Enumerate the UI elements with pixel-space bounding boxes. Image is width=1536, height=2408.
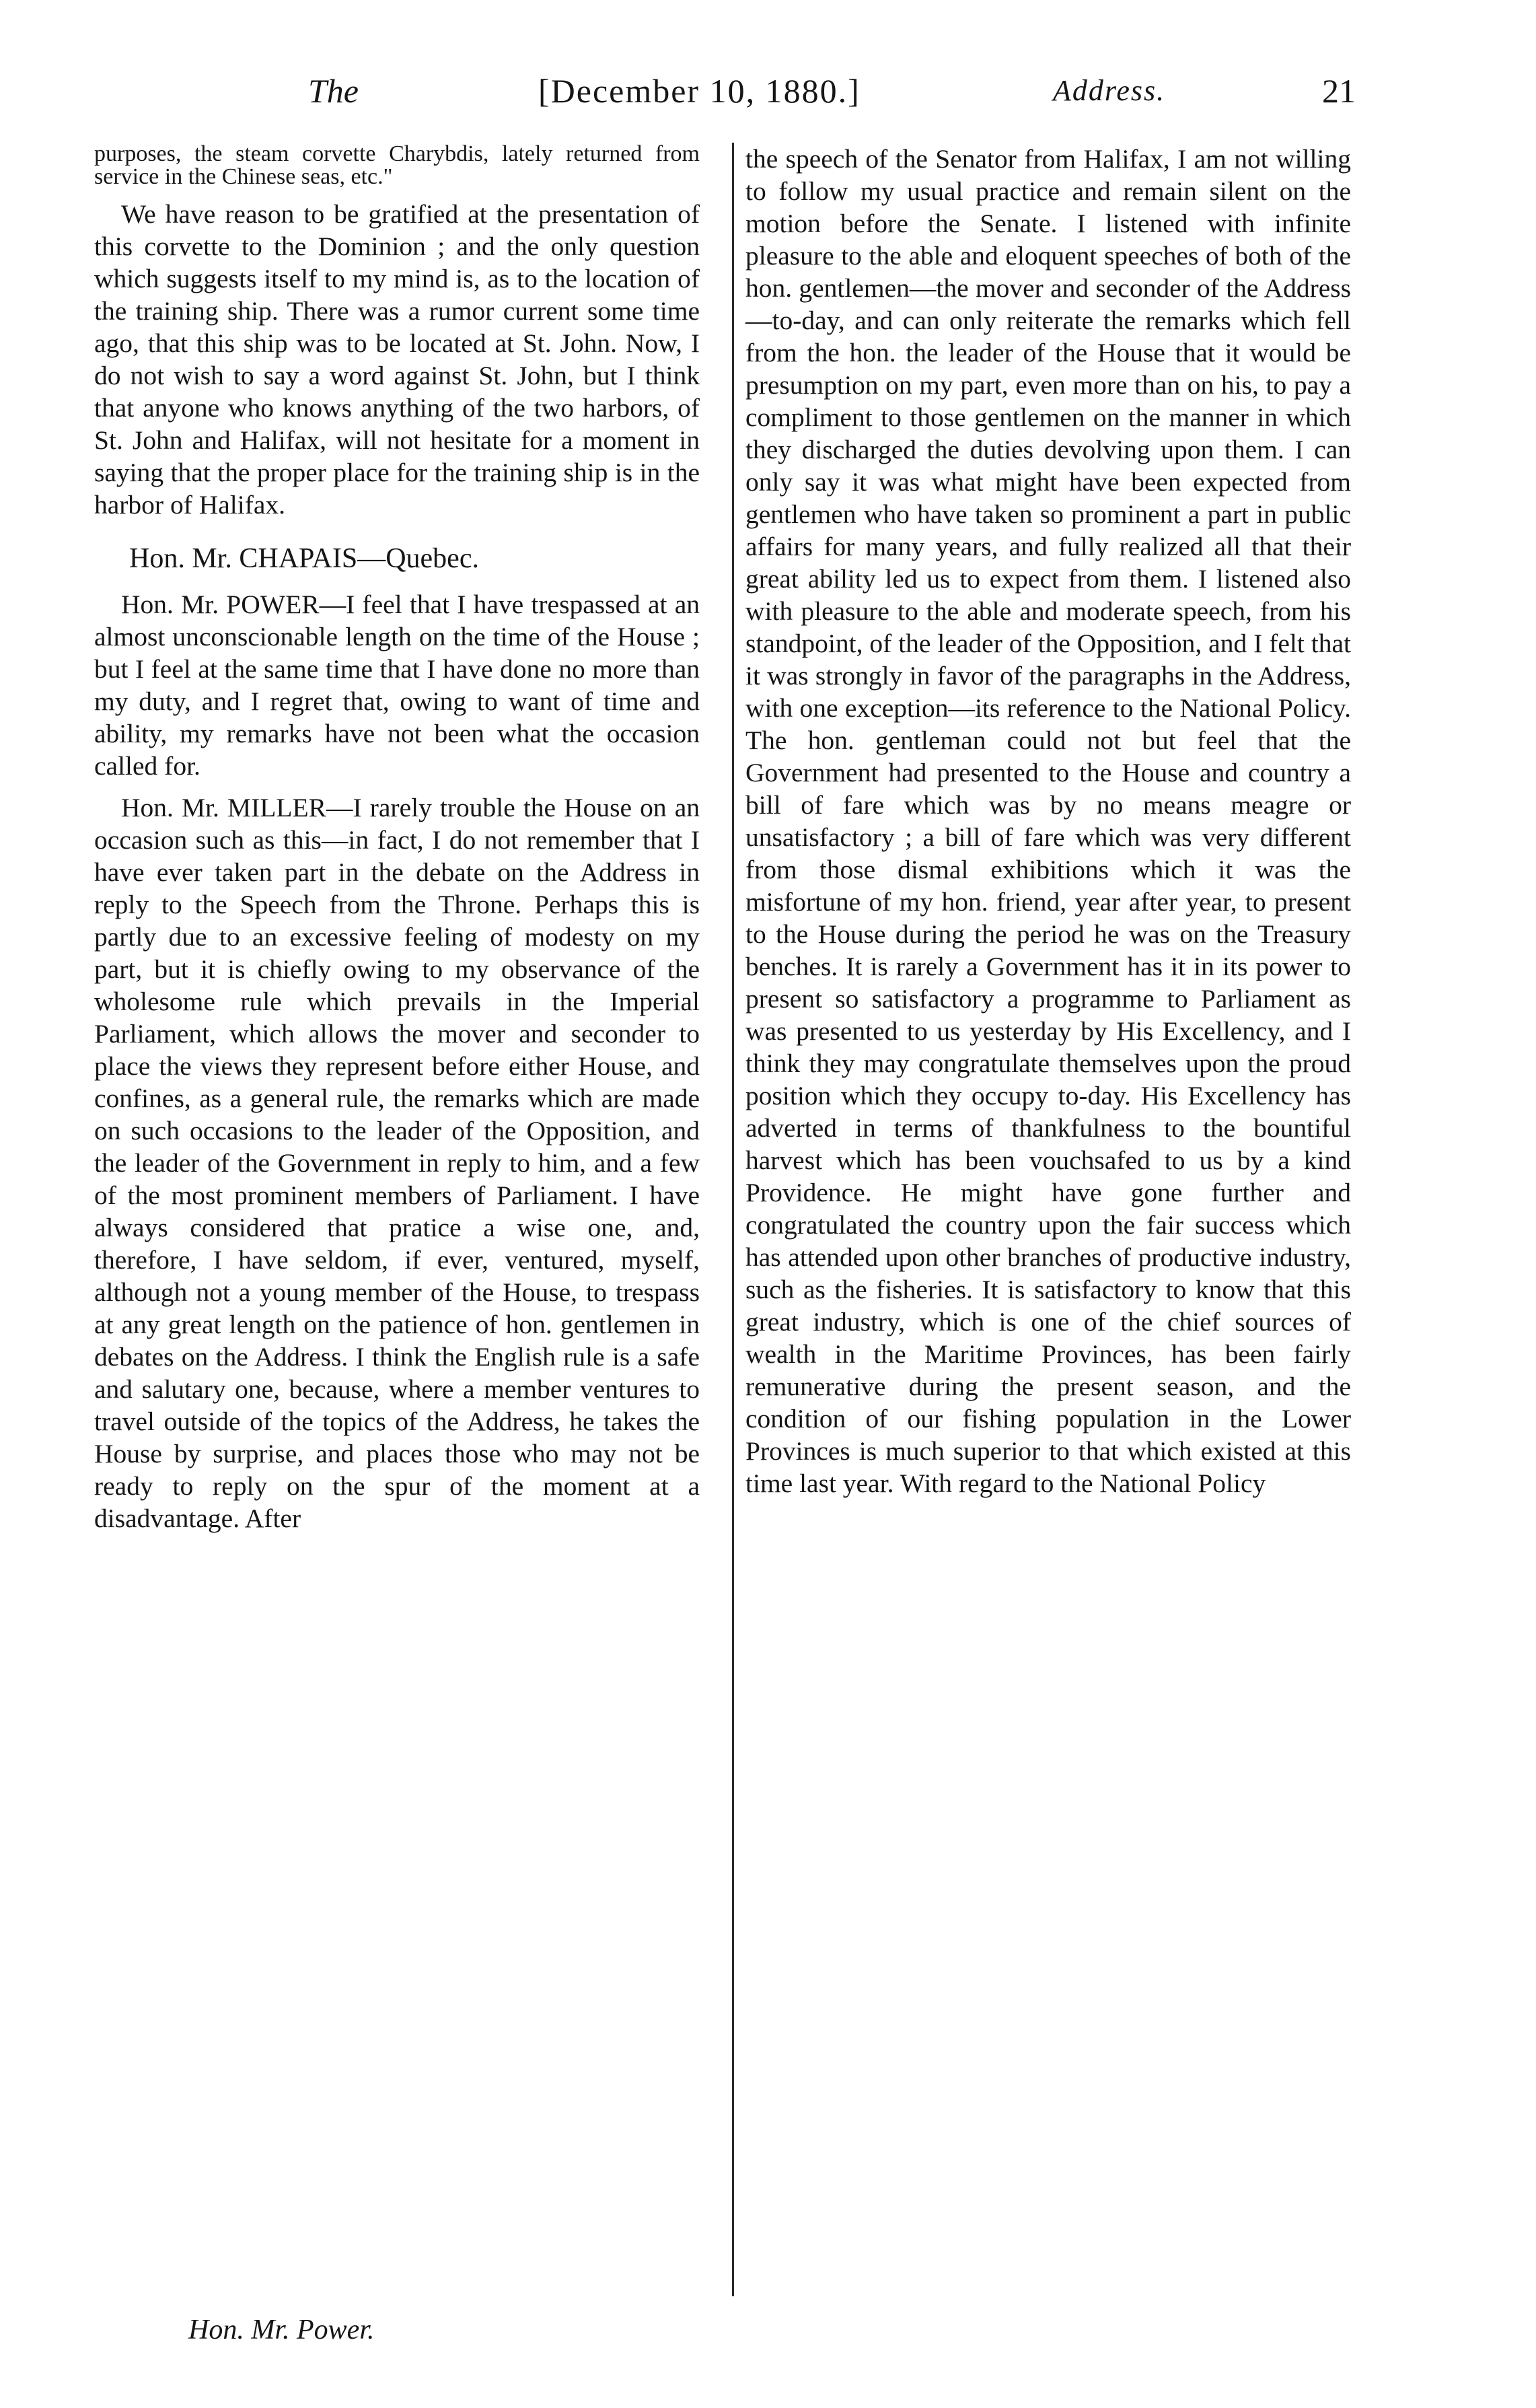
paragraph-right-column: the speech of the Senator from Halifax, I am not willing to follow my usual practice and remain silent on the motion before the Senate. I listened with infinite pleasure to the able and eloquent speeches of both of the hon. gentlemen—the mover and seconder of the Address—to-day, and can only reiterate the remarks which fell from the hon. the leader of the House that it would be presumption on my part, even more than on his, to pay a compliment to those gentlemen on the manner in which they discharged the duties devolving upon them. I can only say it was what might have been expected from gentlemen who have taken so prominent a part in public affairs for many years, and fully realized all that their great ability led us to expect from them. I listened also with pleasure to the able and moderate speech, from his standpoint, of the leader of the Opposition, and I felt that it was strongly in favor of the paragraphs in the Address, with one exception—its reference to the National Policy. The hon. gentleman could not but feel that the Government had presented to the House and country a bill of fare which was by no means meagre or unsatisfactory ; a bill of fare which was very different from those dismal exhibitions which it was the misfortune of my hon. friend, year after year, to present to the House during the period he was on the Treasury benches. It is rarely a Government has it in its power to present so satisfactory a programme to Parliament as was presented to us yesterday by His Excellency, and I think they may congratulate themselves upon the proud position which they occupy to-day. His Excellency has adverted in terms of thankfulness to the bountiful harvest which has been vouchsafed to us by a kind Providence. He might have gone further and congratulated the country upon the fair success which has attended upon other branches of productive industry, such as the fisheries. It is satisfactory to know that this great industry, which is one of the chief sources of wealth in the Maritime Provinces, has been fairly remunerative during the present season, and the condition of our fishing population in the Lower Provinces is much superior to that which existed at this time last year. With regard to the National Policy <box>745 144 1351 1498</box>
speaker-name-miller: Hon. Mr. MILLER <box>121 793 327 822</box>
paragraph-miller <box>94 791 700 1534</box>
column-divider <box>732 143 734 2296</box>
speech-text-power: —I feel that I have trespassed at an almost unconscionable length on the time of the House ; but I feel at the same time that I have done no more than my duty, and I regret that, owing to want of time and ability, my remarks have not been what the occasion called for. <box>94 590 700 781</box>
right-column <box>745 143 1351 1509</box>
footer-caption: Hon. Mr. Power. <box>188 2314 375 2345</box>
quoted-paragraph: purposes, the steam corvette Charybdis, lately returned from service in the Chinese seas, etc." <box>94 141 700 189</box>
speaker-name-power: Hon. Mr. POWER <box>121 590 320 619</box>
left-column <box>94 143 700 1544</box>
running-head-right: Address. <box>1053 74 1166 107</box>
paragraph-training-ship: We have reason to be gratified at the presentation of this corvette to the Dominion ; and the only question which suggests itself to my mind is, as to the location of the training ship. There was a rumor current some time ago, that this ship was to be located at St. John. Now, I do not wish to say a word against St. John, but I think that anyone who knows anything of the two harbors, of St. John and Halifax, will not hesitate for a moment in saying that the proper place for the training ship is in the harbor of Halifax. <box>94 199 700 520</box>
page-number: 21 <box>1322 72 1356 110</box>
speaker-heading-chapais: Hon. Mr. CHAPAIS—Quebec. <box>129 543 479 574</box>
speech-text-miller: —I rarely trouble the House on an occasion such as this—in fact, I do not remember that I have ever taken part in the debate on the Address in reply to the Speech from the Throne. Perhaps this is partly due to an excessive feeling of modesty on my part, but it is chiefly owing to my observance of the wholesome rule which prevails in the Imperial Parliament, which allows the mover and seconder to place the views they represent before either House, and confines, as a general rule, the remarks which are made on such occasions to the leader of the Opposition, and the leader of the Government in reply to him, and a few of the most prominent members of Parliament. I have always considered that pratice a wise one, and, therefore, I have seldom, if ever, ventured, myself, although not a young member of the House, to trespass at any great length on the patience of hon. gentlemen in debates on the Address. I think the English rule is a safe and salutary one, because, where a member ventures to travel outside of the topics of the Address, he takes the House by surprise, and places those who may not be ready to reply on the spur of the moment at a disadvantage. After <box>94 793 700 1533</box>
running-head-left: The <box>308 72 359 110</box>
running-head-date: [December 10, 1880.] <box>538 72 861 110</box>
paragraph-power <box>94 588 700 782</box>
